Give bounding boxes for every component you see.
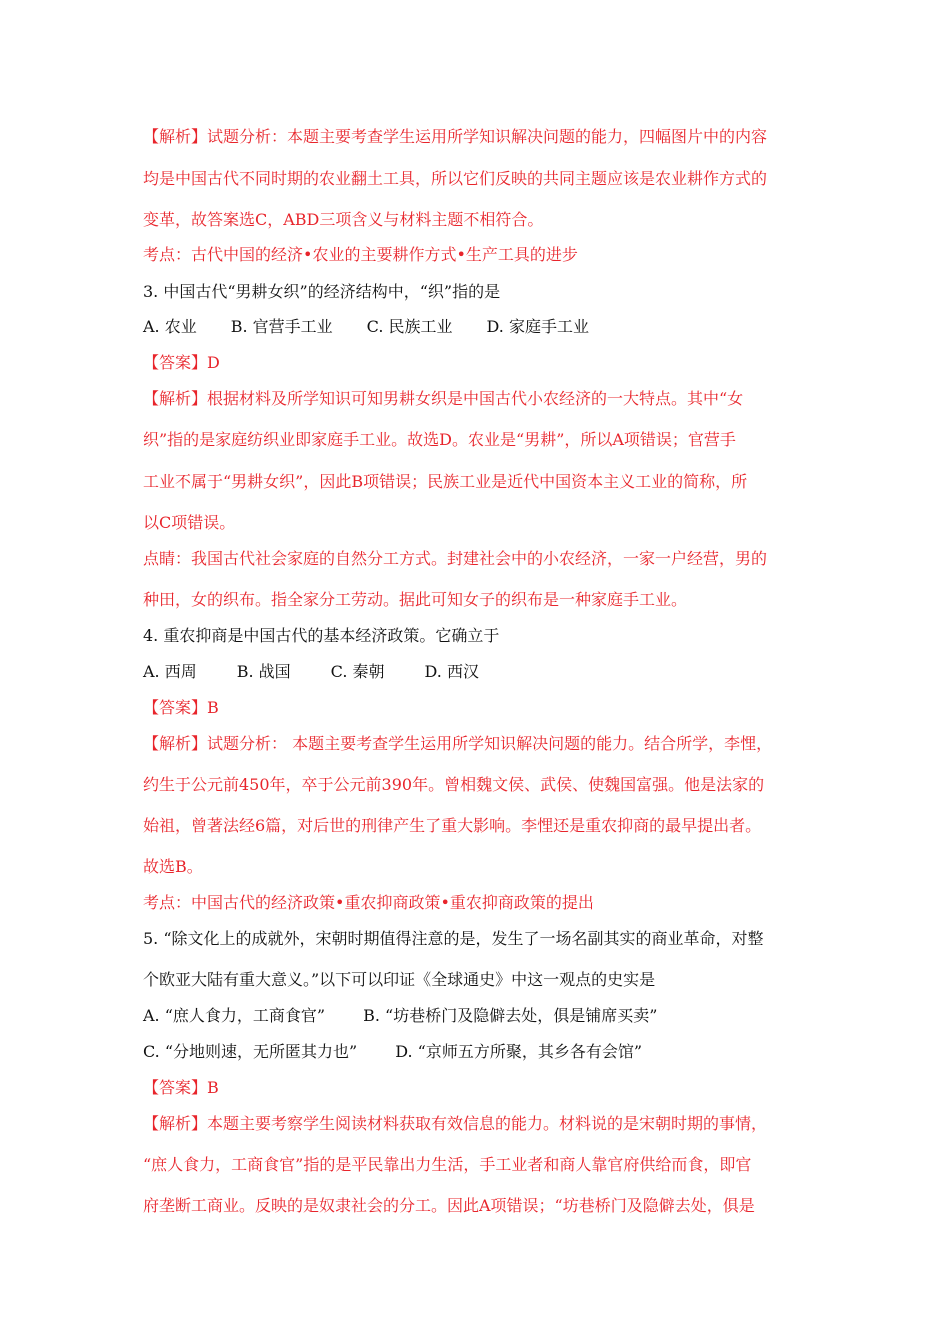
q5-analysis-line-2: “庶人食力，工商食官”指的是平民靠出力生活，手工业者和商人靠官府供给而食，即官 [143,1155,752,1174]
q5-stem-line-2: 个欧亚大陆有重大意义。”以下可以印证《全球通史》中这一观点的史实是 [143,970,656,989]
q4-answer: 【答案】B [143,698,219,717]
q3-analysis-line-1: 【解析】根据材料及所学知识可知男耕女织是中国古代小农经济的一大特点。其中“女 [143,389,744,408]
q4-stem: 4. 重农抑商是中国古代的基本经济政策。它确立于 [143,626,500,645]
q4-option-c: C. 秦朝 [330,662,385,681]
q5-answer: 【答案】B [143,1078,219,1097]
q3-answer: 【答案】D [143,353,220,372]
q4-key-point: 考点：中国古代的经济政策•重农抑商政策•重农抑商政策的提出 [143,893,594,912]
q3-option-b: B. 官营手工业 [230,317,333,336]
q4-option-b: B. 战国 [236,662,291,681]
q3-option-c: C. 民族工业 [366,317,453,336]
q3-analysis-line-2: 织”指的是家庭纺织业即家庭手工业。故选D。农业是“男耕”，所以A项错误；官营手 [143,430,736,449]
q2-analysis-line-2: 均是中国古代不同时期的农业翻土工具，所以它们反映的共同主题应该是农业耕作方式的 [143,169,768,188]
q4-option-d: D. 西汉 [424,662,479,681]
q5-option-b: B. “坊巷桥门及隐僻去处，俱是铺席买卖” [363,1006,658,1025]
q5-option-c: C. “分地则速，无所匿其力也” [143,1042,358,1061]
q5-options-row-2 [143,1042,642,1062]
q4-analysis-line-2: 约生于公元前450年，卒于公元前390年。曾相魏文侯、武侯、使魏国富强。他是法家的 [143,775,765,794]
q3-option-d: D. 家庭手工业 [486,317,589,336]
q3-note-line-2: 种田，女的织布。指全家分工劳动。据此可知女子的织布是一种家庭手工业。 [143,590,688,609]
q2-analysis-line-3: 变革，故答案选C，ABD三项含义与材料主题不相符合。 [143,210,544,229]
q3-analysis-line-3: 工业不属于“男耕女织”，因此B项错误；民族工业是近代中国资本主义工业的简称，所 [143,472,748,491]
q4-analysis-line-4: 故选B。 [143,857,203,876]
q3-note-line-1: 点睛：我国古代社会家庭的自然分工方式。封建社会中的小农经济，一家一户经营，男的 [143,549,768,568]
q5-option-d: D. “京师五方所聚，其乡各有会馆” [395,1042,643,1061]
q5-analysis-line-1: 【解析】本题主要考察学生阅读材料获取有效信息的能力。材料说的是宋朝时期的事情， [143,1114,768,1133]
q2-key-point: 考点：古代中国的经济•农业的主要耕作方式•生产工具的进步 [143,245,578,264]
q5-option-a: A. “庶人食力，工商食官” [143,1006,326,1025]
q4-options [143,662,479,682]
q5-stem-line-1: 5. “除文化上的成就外，宋朝时期值得注意的是，发生了一场名副其实的商业革命，对整 [143,929,764,948]
q3-stem: 3. 中国古代“男耕女织”的经济结构中，“织”指的是 [143,282,501,301]
q4-analysis-line-3: 始祖，曾著法经6篇，对后世的刑律产生了重大影响。李悝还是重农抑商的最早提出者。 [143,816,762,835]
q5-analysis-line-3: 府垄断工商业。反映的是奴隶社会的分工。因此A项错误；“坊巷桥门及隐僻去处，俱是 [143,1196,755,1215]
q3-analysis-line-4: 以C项错误。 [143,513,236,532]
q4-analysis-line-1: 【解析】试题分析： 本题主要考查学生运用所学知识解决问题的能力。结合所学，李悝， [143,734,773,753]
q3-option-a: A. 农业 [143,317,197,336]
q5-options-row-1 [143,1006,657,1026]
q4-option-a: A. 西周 [143,662,197,681]
q2-analysis-line-1: 【解析】试题分析：本题主要考查学生运用所学知识解决问题的能力，四幅图片中的内容 [143,127,768,146]
q3-options [143,317,589,337]
